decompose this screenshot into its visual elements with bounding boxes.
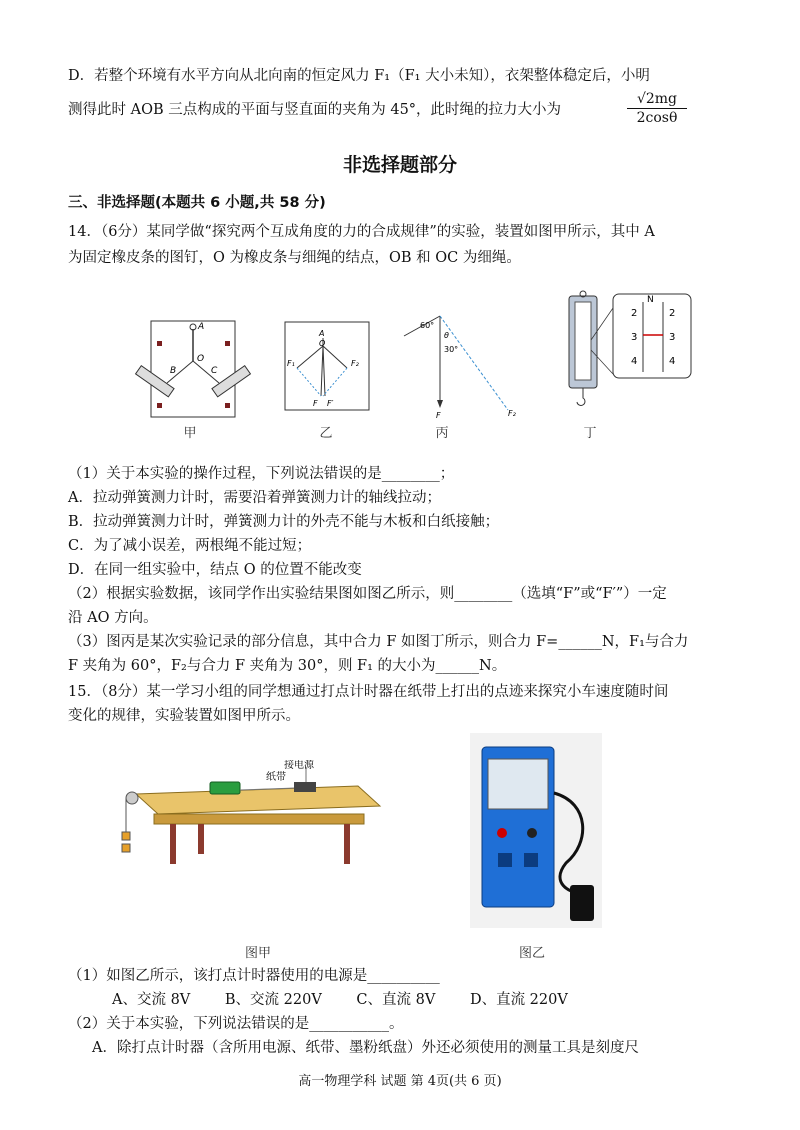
q14-sub2-line1: （2）根据实验数据，该同学作出实验结果图如图乙所示，则________（选填“F”或“F′”）一定 — [68, 586, 667, 602]
q15-sub2-option-a: A．除打点计时器（含所用电源、纸带、墨粉纸盘）外还必须使用的测量工具是刻度尺 — [92, 1040, 639, 1056]
q14-sub2-line2: 沿 AO 方向。 — [68, 610, 158, 626]
hook — [577, 388, 585, 405]
q14-sub3-line1: （3）图丙是某次实验记录的部分信息，其中合力 F 如图丁所示，则合力 F=______N，F₁与合力 — [68, 634, 689, 650]
caption-ding: 丁 — [583, 426, 597, 441]
tick-4-left: 4 — [631, 356, 638, 367]
hanging-weight — [122, 832, 130, 840]
label-theta: θ — [444, 331, 449, 340]
figure-yi — [283, 320, 373, 415]
pin — [225, 403, 230, 408]
label-b: B — [170, 366, 177, 376]
q14-sub1-option-d: D．在同一组实验中，结点 O 的位置不能改变 — [68, 562, 362, 578]
q15-sub1: （1）如图乙所示，该打点计时器使用的电源是__________ — [68, 968, 440, 984]
label-c: C — [211, 366, 218, 376]
tension-fraction — [627, 91, 687, 126]
q14-sub3-line2: F 夹角为 60°，F₂与合力 F 夹角为 30°，则 F₁ 的大小为______N。 — [68, 658, 507, 674]
label-o: O — [197, 354, 205, 364]
page-footer: 高一物理学科 试题 第 4页(共 6 页) — [298, 1074, 502, 1089]
label-f1: F₁ — [287, 359, 295, 368]
figure-jia — [125, 315, 260, 420]
table-leg — [344, 824, 350, 864]
tape-slot — [498, 853, 512, 867]
table-apron — [154, 814, 364, 824]
figure-ding — [565, 288, 697, 420]
figure-timer-photo — [470, 733, 602, 928]
tick-2-right: 2 — [669, 308, 676, 319]
section-heading: 三、非选择题(本题共 6 小题,共 58 分) — [68, 195, 326, 211]
tick-3-left: 3 — [631, 332, 638, 343]
label-f: F — [436, 411, 441, 420]
label-60: 60° — [420, 321, 435, 330]
cart — [210, 782, 240, 794]
q14-line2: 为固定橡皮条的图钉，O 为橡皮条与细绳的结点，OB 和 OC 为细绳。 — [68, 250, 521, 266]
terminal-black — [527, 828, 537, 838]
figure-cart-setup — [118, 760, 388, 870]
q14-sub1: （1）关于本实验的操作过程，下列说法错误的是________； — [68, 466, 455, 482]
q15-line2: 变化的规律，实验装置如图甲所示。 — [68, 708, 300, 724]
hanging-weight — [122, 844, 130, 852]
label-tape: 纸带 — [266, 772, 286, 783]
arrow-head — [437, 400, 443, 408]
pin — [157, 403, 162, 408]
q15-option-d: D、直流 220V — [469, 992, 568, 1008]
q15-option-b: B、交流 220V — [224, 992, 322, 1008]
pin — [225, 341, 230, 346]
tick-3-right: 3 — [669, 332, 676, 343]
caption-bing: 丙 — [435, 426, 449, 441]
f2-direction-line — [440, 316, 508, 410]
pulley — [126, 792, 138, 804]
q15-line1: 15．（8分）某一学习小组的同学想通过打点计时器在纸带上打出的点迹来探究小车速度随时间 — [68, 684, 669, 700]
table-top — [136, 786, 380, 814]
section-title: 非选择题部分 — [342, 154, 457, 176]
terminal-red — [497, 828, 507, 838]
label-a: A — [319, 329, 325, 338]
q15-option-a: A、交流 8V — [112, 992, 191, 1008]
caption-jia: 甲 — [183, 426, 197, 441]
q14-sub1-option-a: A．拉动弹簧测力计时，需要沿着弹簧测力计的轴线拉动； — [68, 490, 441, 506]
q14-sub1-option-b: B．拉动弹簧测力计时，弹簧测力计的外壳不能与木板和白纸接触； — [68, 514, 500, 530]
q15-option-c: C、直流 8V — [356, 992, 436, 1008]
option-d-line2: 测得此时 AOB 三点构成的平面与竖直面的夹角为 45°，此时绳的拉力大小为 — [68, 102, 562, 118]
timer-window — [488, 759, 548, 809]
fraction-denominator: 2cosθ — [636, 110, 678, 126]
q14-line1: 14．（6分）某同学做“探究两个互成角度的力的合成规律”的实验，装置如图甲所示，其中 A — [68, 224, 655, 240]
label-a: A — [198, 322, 205, 332]
caption-fig-a: 图甲 — [244, 946, 271, 961]
power-plug — [570, 885, 594, 921]
tick-2-left: 2 — [631, 308, 638, 319]
caption-fig-b: 图乙 — [518, 946, 545, 961]
label-power: 接电源 — [284, 760, 314, 771]
timer-device — [294, 782, 316, 792]
label-30: 30° — [444, 345, 459, 354]
table-leg — [198, 824, 204, 854]
zoom-box — [613, 294, 691, 378]
label-o: O — [319, 339, 326, 348]
fraction-numerator: √2mg — [627, 91, 687, 109]
label-n: N — [647, 295, 654, 305]
option-d-line1: D．若整个环境有水平方向从北向南的恒定风力 F₁（F₁ 大小未知），衣架整体稳定后，小明 — [68, 68, 650, 84]
q14-sub1-option-c: C．为了减小误差，两根绳不能过短； — [68, 538, 312, 554]
pin — [157, 341, 162, 346]
table-leg — [170, 824, 176, 864]
label-f2: F₂ — [508, 409, 516, 418]
q15-sub1-options — [112, 990, 598, 1010]
figure-bing — [400, 312, 525, 420]
label-f-prime: F′ — [327, 399, 334, 408]
label-f: F — [313, 399, 318, 408]
label-f2: F₂ — [351, 359, 359, 368]
caption-yi: 乙 — [319, 426, 333, 441]
scale-face — [575, 302, 591, 380]
q15-sub2: （2）关于本实验，下列说法错误的是___________。 — [68, 1016, 404, 1032]
tape-slot — [524, 853, 538, 867]
tick-4-right: 4 — [669, 356, 676, 367]
